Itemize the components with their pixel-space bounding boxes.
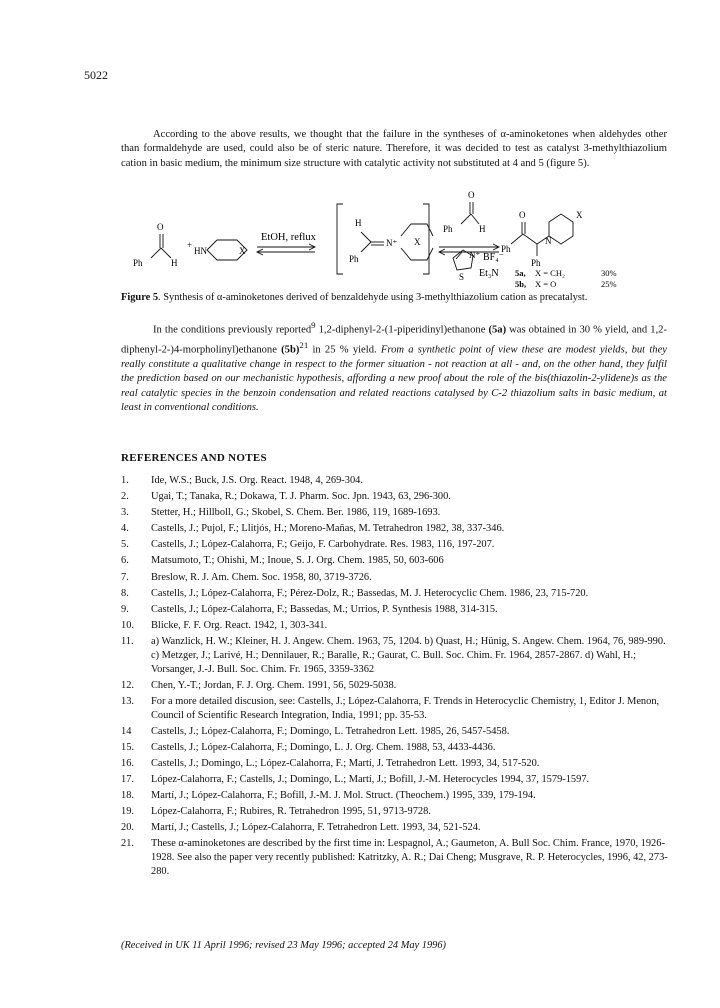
figure-caption [121,292,681,303]
reference-text: López-Calahorra, F.; Castells, J.; Domingo, L.; Martí, J.; Bofill, J.-M. Heterocycles 1994, 37, 1579-1597. [151,773,590,785]
reference-text: Blicke, F. F. Org. React. 1942, 1, 303-341. [151,619,328,631]
scheme-n-product: N [545,236,552,246]
scheme-ph-4: Ph [501,244,511,254]
reference-text: Breslow, R. J. Am. Chem. Soc. 1958, 80, 3719-3726. [151,571,372,583]
p2-cmpd-b: (5b) [281,344,300,356]
reference-item [121,619,673,633]
product-5b-x: X = O [535,279,557,289]
reaction-scheme [121,186,681,290]
scheme-x-3: X [576,210,583,220]
p2-a: In the conditions previously reported [153,324,312,336]
reference-number: 14 [121,725,132,737]
reference-number: 3. [121,507,129,519]
reference-number: 6. [121,555,129,567]
reference-number: 12. [121,679,134,691]
reference-item [121,635,673,676]
reference-item [121,538,673,552]
p2-cmpd-a: (5a) [488,324,507,336]
reference-text: Castells, J.; Pujol, F.; Llitjós, H.; Moreno-Mañas, M. Tetrahedron 1982, 38, 337-346. [151,523,505,535]
reference-item [121,741,673,755]
scheme-h-3: H [479,224,486,234]
reference-item [121,773,673,787]
product-5a-yield: 30% [601,268,617,278]
reference-item [121,522,673,536]
product-5a-label: 5a, [515,268,526,278]
reference-item [121,571,673,585]
reference-text: Martí, J.; Castells, J.; López-Calahorra, F. Tetrahedron Lett. 1993, 34, 521-524. [151,822,481,834]
reference-item [121,587,673,601]
scheme-ph-5: Ph [531,258,541,268]
reference-text: Castells, J.; López-Calahorra, F.; Domingo, L. J. Org. Chem. 1988, 53, 4433-4436. [151,741,496,753]
reference-item [121,725,673,739]
reference-item [121,837,673,878]
reference-number: 10. [121,619,134,631]
scheme-h-2: H [355,218,362,228]
reference-text: Castells, J.; López-Calahorra, F.; Bassedas, M.; Urrios, P. Synthesis 1988, 314-315. [151,603,498,615]
p2-sup-b: 21 [299,339,309,350]
scheme-conditions: EtOH, reflux [261,232,316,243]
reference-item [121,506,673,520]
reference-item [121,805,673,819]
reference-item [121,789,673,803]
reference-text: Chen, Y.-T.; Jordan, F. J. Org. Chem. 1991, 56, 5029-5038. [151,679,397,691]
reference-text: Castells, J.; López-Calahorra, F.; Pérez-Dolz, R.; Bassedas, M. J. Heterocyclic Chem. 1986, 23, 715-720. [151,587,589,599]
p2-d: in 25 % yield. [308,344,381,356]
reference-number: 8. [121,587,129,599]
reference-text: Ugai, T.; Tanaka, R.; Dokawa, T. J. Pharm. Soc. Jpn. 1943, 63, 296-300. [151,491,451,503]
paragraph-results [121,318,667,416]
scheme-h-1: H [171,258,178,268]
scheme-o-3: O [519,210,526,220]
scheme-ph-2: Ph [349,254,359,264]
reference-number: 2. [121,491,129,503]
reference-number: 7. [121,571,129,583]
scheme-ph-3: Ph [443,224,453,234]
reference-text: Castells, J.; Domingo, L.; López-Calahorra, F.; Martí, J. Tetrahedron Lett. 1993, 34, 517-520. [151,757,540,769]
scheme-ph-1: Ph [133,258,143,268]
reference-text: Martí, J.; López-Calahorra, F.; Bofill, J.-M. J. Mol. Struct. (Theochem.) 1995, 339, 179-194. [151,789,536,801]
reference-item [121,757,673,771]
scheme-thiazolium-n: N⁺ [469,250,481,260]
paragraph-intro: According to the above results, we thought that the failure in the syntheses of α-aminoketones when aldehydes other than formaldehyde are used, could also be of steric nature. Therefore, it was decided to test as catalyst 3-methylthiazolium cation in basic medium, the minimum size structure with catalytic activity not substituted at 4 and 5 (figure 5). [121,129,667,169]
product-5a-x: X = CH₂ [535,268,565,278]
product-5b-yield: 25% [601,279,617,289]
product-5b-label: 5b, [515,279,527,289]
scheme-hn: HN [194,246,207,256]
reference-text: Ide, W.S.; Buck, J.S. Org. React. 1948, 4, 269-304. [151,475,363,486]
reference-text: a) Wanzlick, H. W.; Kleiner, H. J. Angew. Chem. 1963, 75, 1204. b) Quast, H.; Hünig, S. Angew. Chem. 1964, 76, 989-990. c) Metzger, J.; Larivé, H.; Dennilauer, R.; Baralle, R.; Gaurat, C. Bull. Soc. Chim. Fr. 1964, 2857-2867. d) Wahl, H.; Vorsanger, J.-J. Bull. Soc. Chim. Fr. 1965, 3359-3362 [151,635,666,675]
p2-italic: From a synthetic point of view these are modest yields, but they really constitute a qualitative change in respect to the former situation - not reaction at all - and, on the other hand, they fulfil the prediction based on our mechanistic hypothesis, affording a new proof about the role of the bis(thiazolin-2-ylidene)s as the real catalytic species in the benzoin condensation and related reactions catalysed by C-2 thiazolium salts in basic medium, at least in conventional conditions. [121,344,667,414]
reference-text: For a more detailed discusion, see: Castells, J.; López-Calahorra, F. Trends in Heterocyclic Chemistry, 1, Editor J. Menon, Council of Scientific Research Integration, India, 1991; pp. 35-53. [151,695,660,721]
scheme-bf4: BF₄⁻ [483,252,504,263]
p2-b: 1,2-diphenyl-2-(1-piperidinyl)ethanone [315,324,489,336]
reference-number: 1. [121,475,129,486]
reference-number: 9. [121,603,129,615]
reference-item [121,695,673,723]
reference-text: Matsumoto, T.; Ohishi, M.; Inoue, S. J. Org. Chem. 1985, 50, 603-606 [151,555,444,567]
scheme-base: Et₃N [479,268,499,279]
received-dates: (Received in UK 11 April 1996; revised 23 May 1996; accepted 24 May 1996) [121,940,446,951]
scheme-n-plus: N⁺ [386,238,398,248]
references-list [121,474,673,881]
reference-text: Castells, J.; López-Calahorra, F.; Domingo, L. Tetrahedron Lett. 1985, 26, 5457-5458. [151,725,510,737]
scheme-x-1: X [239,246,246,256]
scheme-thiazolium-s: S [459,272,465,282]
reference-number: 13. [121,695,134,707]
reference-number: 17. [121,773,134,785]
reference-number: 16. [121,757,134,769]
reference-number: 20. [121,822,134,834]
references-heading: REFERENCES AND NOTES [121,452,267,464]
reference-item [121,474,673,488]
scheme-plus: + [187,240,193,250]
reference-number: 21. [121,838,134,850]
scheme-o-2: O [468,190,475,200]
scheme-o-1: O [157,222,164,232]
figure-label: Figure 5 [121,292,159,303]
p2-sup-a: 9 [311,320,316,330]
reference-item [121,679,673,693]
reference-text: Castells, J.; López-Calahorra, F.; Geijo, F. Carbohydrate. Res. 1983, 116, 197-207. [151,539,495,551]
reference-text: Stetter, H.; Hillboll, G.; Skobel, S. Chem. Ber. 1986, 119, 1689-1693. [151,507,441,519]
reference-number: 18. [121,789,134,801]
reference-number: 19. [121,806,134,818]
reference-text: López-Calahorra, F.; Rubires, R. Tetrahedron 1995, 51, 9713-9728. [151,806,431,818]
reference-number: 15. [121,741,134,753]
reference-item [121,603,673,617]
scheme-x-2: X [414,237,421,247]
reference-text: These α-aminoketones are described by the first time in: Lespagnol, A.; Gaumeton, A. Bull Soc. Chim. France, 1970, 1926-1928. See also the paper very recently published: Katritzky, A. R.; Dai Cheng; Musgrave, R. P. Heterocycles, 1996, 42, 273-280. [151,838,668,877]
page-number: 5022 [84,68,108,82]
p2-c: was obtained in 30 % yield, and 1,2-diphenyl-2-)4-morpholinyl)ethanone [121,324,667,356]
reference-item [121,821,673,835]
figure-caption-text: . Synthesis of α-aminoketones derived of benzaldehyde using 3-methylthiazolium cation as precatalyst. [158,292,588,303]
reference-number: 11. [121,635,134,647]
reference-item [121,490,673,504]
reference-item [121,554,673,568]
reference-number: 4. [121,523,129,535]
reference-number: 5. [121,539,129,551]
